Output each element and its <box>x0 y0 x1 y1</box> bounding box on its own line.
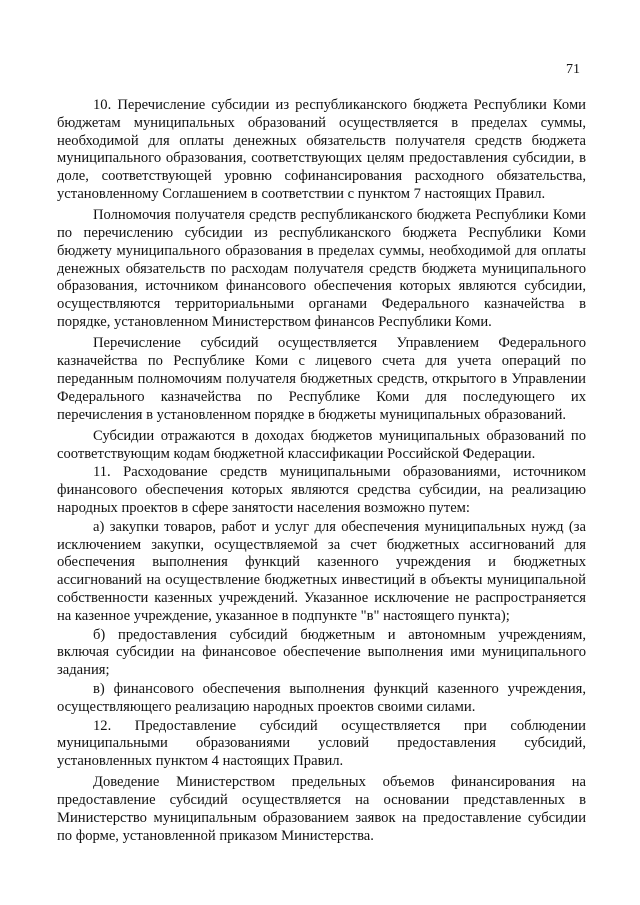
list-item-c-funding: в) финансового обеспечения выполнения функций казенного учреждения, осуществляющего реализацию народных проектов своими силами. <box>57 681 586 715</box>
list-item-a-procurement: а) закупки товаров, работ и услуг для обеспечения муниципальных нужд (за исключением закупки, осуществляемой за счет бюджетных ассигнований для обеспечения выполнения функций казенного учреждения и бюджетных ассигнований на осуществление бюджетных инвестиций в объекты муниципальной собственности казенных учреждений. Указанное исключение не распространяется на казенное учреждение, указанное в подпункте "в" настоящего пункта); <box>57 518 586 624</box>
paragraph-11-spending: 11. Расходование средств муниципальными образованиями, источником финансового обеспечения которых являются средства субсидии, на реализацию народных проектов в сфере занятости населения возможно путем: <box>57 464 586 517</box>
list-item-b-subsidies: б) предоставления субсидий бюджетным и автономным учреждениям, включая субсидии на финансовое обеспечение выполнения ими муниципального задания; <box>57 626 586 679</box>
document-body <box>57 97 586 849</box>
paragraph-12-conditions: 12. Предоставление субсидий осуществляется при соблюдении муниципальными образованиями условий предоставления субсидий, установленных пунктом 4 настоящих Правил. <box>57 717 586 770</box>
paragraph-treasury-powers: Полномочия получателя средств республиканского бюджета Республики Коми по перечислению субсидии из республиканского бюджета Республики Коми бюджету муниципального образования в пределах суммы, необходимой для оплаты денежных обязательств по расходам получателя средств бюджета муниципального образования, источником финансового обеспечения которых являются субсидии, осуществляются территориальными органами Федерального казначейства в порядке, установленном Министерством финансов Республики Коми. <box>57 207 586 331</box>
paragraph-10-transfer: 10. Перечисление субсидии из республиканского бюджета Республики Коми бюджетам муниципальных образований осуществляется в пределах суммы, необходимой для оплаты денежных обязательств получателя средств бюджета муниципального образования, соответствующих целям предоставления субсидии, в доле, соответствующей уровню софинансирования расходного обязательства, установленному Соглашением в соответствии с пунктом 7 настоящих Правил. <box>57 97 586 202</box>
paragraph-revenue-reflection: Субсидии отражаются в доходах бюджетов муниципальных образований по соответствующим кодам бюджетной классификации Российской Федерации. <box>57 427 586 462</box>
paragraph-funding-limits: Доведение Министерством предельных объемов финансирования на предоставление субсидий осуществляется на основании представленных в Министерство муниципальным образованием заявок на предоставление субсидии по форме, установленной приказом Министерства. <box>57 774 586 844</box>
page-number: 71 <box>566 62 580 77</box>
paragraph-treasury-transfer: Перечисление субсидий осуществляется Управлением Федерального казначейства по Республике Коми с лицевого счета для учета операций по переданным полномочиям получателя бюджетных средств, открытого в Управлении Федерального казначейства по Республике Коми для последующего их перечисления в установленном порядке в бюджеты муниципальных образований. <box>57 335 586 423</box>
